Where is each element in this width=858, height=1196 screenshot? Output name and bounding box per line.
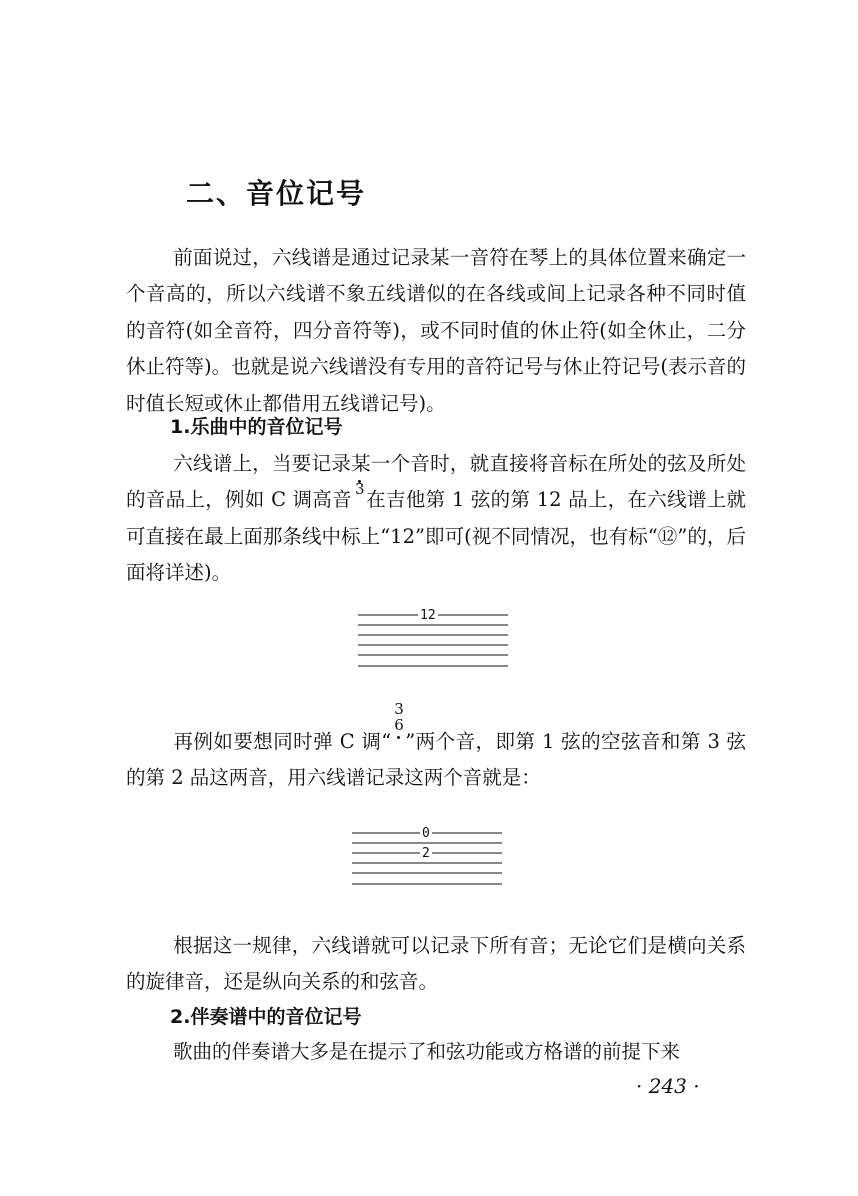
tab1-fret-number: 12 bbox=[420, 608, 436, 623]
subheading-melody: 1.乐曲中的音位记号 bbox=[170, 416, 343, 438]
tab-staff-example-1 bbox=[356, 604, 512, 674]
low-dot-icon bbox=[397, 736, 400, 739]
section-heading: 二、音位记号 bbox=[186, 177, 367, 210]
paragraph-intro-text: 前面说过，六线谱是通过记录某一音符在琴上的具体位置来确定一个音高的，所以六线谱不象五线谱似的在各线或间上记录各种不同时值的音符(如全音符，四分音符等)，或不同时值的休止符(如全休止，二分休止符等)。也就是说六线谱没有专用的音符记号与休止符记号(表示音的时值长短或休止都借用五线谱记号)。 bbox=[126, 246, 746, 415]
subheading-accompaniment: 2.伴奏谱中的音位记号 bbox=[170, 1006, 362, 1028]
paragraph-melody-before: 六线谱上，当要记录某一个音时，就直接将音标在所处的弦及所处的音品上，例如 C 调高音 bbox=[126, 452, 746, 512]
paragraph-accompaniment-text: 歌曲的伴奏谱大多是在提示了和弦功能或方格谱的前提下来 bbox=[173, 1040, 681, 1063]
paragraph-rule bbox=[126, 928, 746, 1001]
paragraph-chord bbox=[126, 700, 747, 797]
tab2-fret-top: 0 bbox=[422, 826, 430, 841]
chord-note-symbol bbox=[391, 700, 405, 748]
tab-staff-example-2 bbox=[350, 822, 506, 892]
high-note-symbol bbox=[352, 480, 366, 506]
chord-note-top: 3 bbox=[394, 700, 404, 718]
paragraph-melody bbox=[126, 446, 746, 592]
paragraph-accompaniment bbox=[126, 1034, 746, 1070]
paragraph-chord-before: 再例如要想同时弹 C 调“ bbox=[173, 730, 392, 753]
paragraph-intro bbox=[126, 240, 746, 422]
paragraph-rule-text: 根据这一规律，六线谱就可以记录下所有音；无论它们是横向关系的旋律音，还是纵向关系的和弦音。 bbox=[126, 934, 746, 994]
chord-note-bottom: 6 bbox=[394, 716, 404, 734]
tab2-fret-third: 2 bbox=[422, 846, 430, 861]
high-note-digit: 3 bbox=[354, 480, 365, 499]
page-number: · 243 · bbox=[636, 1074, 700, 1098]
paragraph-chord-after: ”两个音，即第 1 弦的空弦音和第 3 弦的第 2 品这两音，用六线谱记录这两个音就是： bbox=[126, 730, 747, 790]
paragraph-melody-after: 在吉他第 1 弦的第 12 品上，在六线谱上就可直接在最上面那条线中标上“12”即可(视不同情况，也有标“⑫”的，后面将详述)。 bbox=[126, 488, 747, 585]
